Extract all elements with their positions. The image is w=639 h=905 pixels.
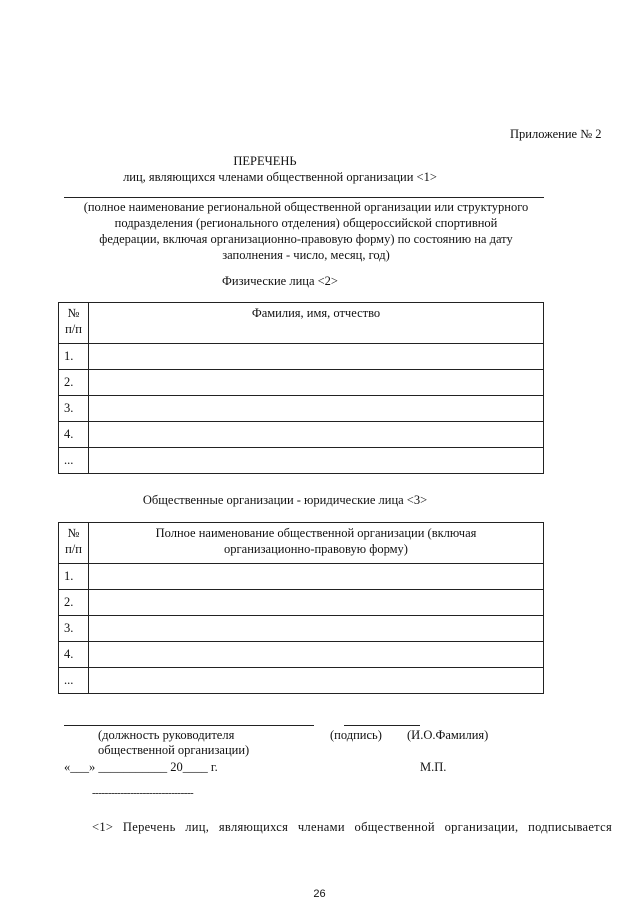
table-row: [59, 564, 544, 590]
header-line: Полное наименование общественной организации (включая: [155, 526, 477, 540]
col-number-header: № п/п: [59, 523, 89, 564]
col-fullname-header: Фамилия, имя, отчество: [89, 303, 544, 344]
table-header-row: [59, 523, 544, 564]
table-header-row: [59, 303, 544, 344]
header-line: организационно-правовую форму): [224, 541, 408, 556]
signature-fill-line: [344, 725, 420, 726]
fill-in-line: [64, 197, 544, 198]
row-number: 1.: [59, 344, 89, 370]
row-number: 2.: [59, 590, 89, 616]
row-number: 4.: [59, 642, 89, 668]
position-caption-line1: (должность руководителя: [98, 728, 235, 742]
fullname-cell: [89, 448, 544, 474]
table-row: [59, 642, 544, 668]
document-title: ПЕРЕЧЕНЬ: [233, 154, 297, 168]
col-orgname-header: [89, 523, 544, 564]
table-row: [59, 370, 544, 396]
table-row: [59, 396, 544, 422]
page-number: 26: [313, 888, 326, 900]
footnote-separator: --------------------------------: [92, 787, 194, 799]
col-number-header: № п/п: [59, 303, 89, 344]
fullname-caption: (И.О.Фамилия): [407, 728, 489, 742]
row-number: ...: [59, 668, 89, 694]
fullname-cell: [89, 422, 544, 448]
stamp-label: М.П.: [420, 760, 447, 774]
organizations-table: [58, 522, 544, 694]
description-line: подразделения (регионального отделения) общероссийской спортивной: [114, 216, 498, 230]
row-number: 3.: [59, 616, 89, 642]
description-line: (полное наименование региональной общественной организации или структурного: [83, 200, 529, 214]
appendix-label: Приложение № 2: [510, 127, 602, 141]
orgname-cell: [89, 590, 544, 616]
organization-name-description: [50, 199, 562, 263]
orgname-cell: [89, 564, 544, 590]
date-line: «___» ___________ 20____ г.: [64, 760, 218, 774]
organizations-heading: Общественные организации - юридические лица <3>: [142, 493, 428, 507]
row-number: 2.: [59, 370, 89, 396]
row-number: 4.: [59, 422, 89, 448]
description-line: заполнения - число, месяц, год): [222, 248, 390, 262]
row-number: 1.: [59, 564, 89, 590]
document-subtitle: лиц, являющихся членами общественной организации <1>: [123, 170, 437, 184]
signature-caption: (подпись): [330, 728, 382, 742]
fullname-cell: [89, 370, 544, 396]
footnote-1: <1> Перечень лиц, являющихся членами общественной организации, подписывается: [92, 820, 612, 834]
table-row: [59, 590, 544, 616]
description-line: федерации, включая организационно-правовую форму) по состоянию на дату: [99, 232, 513, 246]
table-row: [59, 422, 544, 448]
orgname-cell: [89, 668, 544, 694]
orgname-cell: [89, 616, 544, 642]
fullname-cell: [89, 344, 544, 370]
row-number: ...: [59, 448, 89, 474]
table-row: [59, 616, 544, 642]
row-number: 3.: [59, 396, 89, 422]
fullname-cell: [89, 396, 544, 422]
table-row: [59, 448, 544, 474]
position-fill-line: [64, 725, 314, 726]
orgname-cell: [89, 642, 544, 668]
position-caption-line2: общественной организации): [98, 743, 250, 757]
table-row: [59, 668, 544, 694]
individuals-heading: Физические лица <2>: [222, 274, 338, 288]
table-row: [59, 344, 544, 370]
individuals-table: [58, 302, 544, 474]
